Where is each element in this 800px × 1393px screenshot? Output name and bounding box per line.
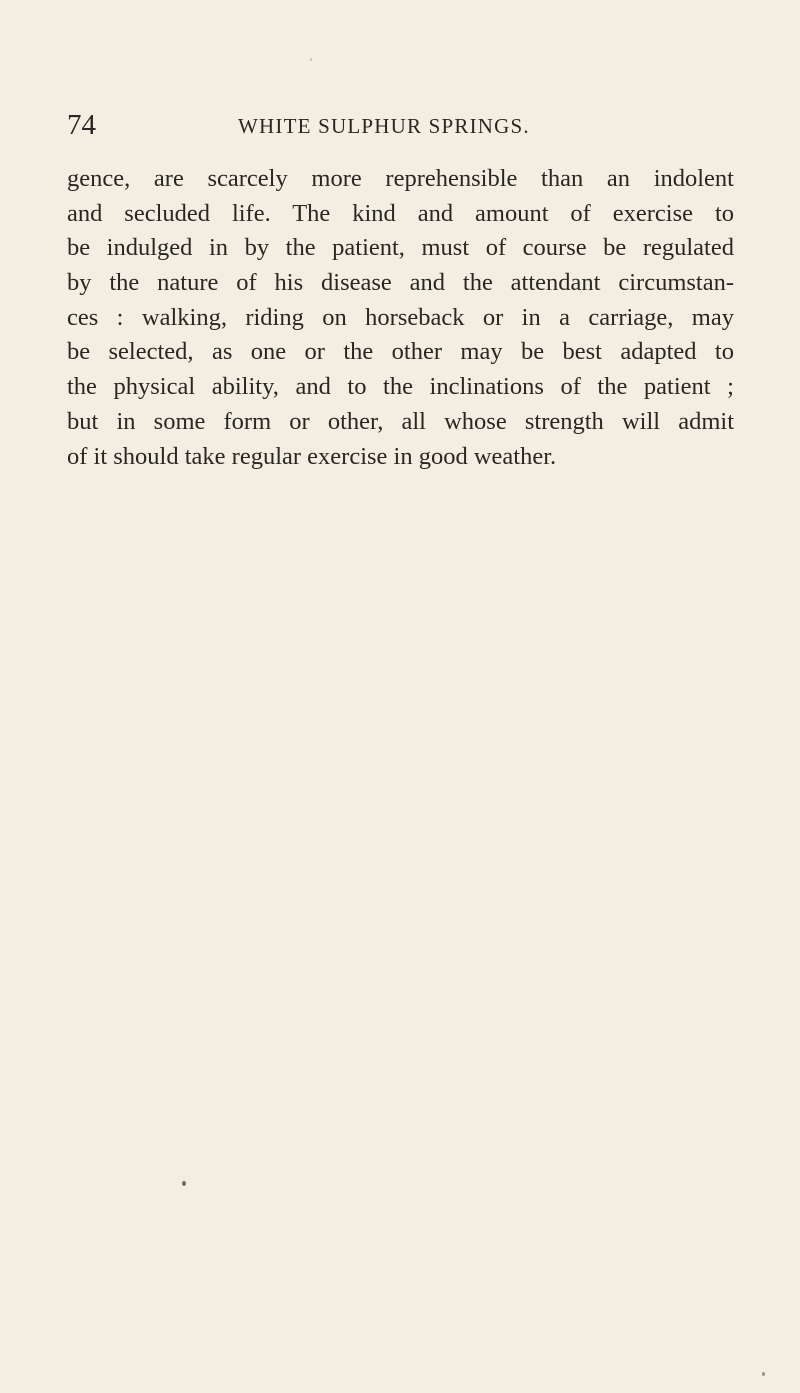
text-line: be selected, as one or the other may be best adapted to: [67, 338, 734, 366]
text-line: by the nature of his disease and the attendant circumstan-: [67, 269, 734, 297]
text-line: ces : walking, riding on horseback or in a carriage, may: [67, 303, 734, 331]
body-paragraph: [67, 162, 734, 474]
text-line: but in some form or other, all whose strength will admit: [67, 407, 734, 435]
running-head: [67, 108, 735, 142]
text-line: be indulged in by the patient, must of course be regulated: [67, 234, 734, 262]
paper-speck: [182, 1181, 186, 1186]
page-number: 74: [67, 109, 96, 141]
running-title: WHITE SULPHUR SPRINGS.: [238, 114, 530, 138]
text-line: gence, are scarcely more reprehensible than an indolent: [67, 165, 734, 192]
paper-speck: [762, 1372, 765, 1376]
paper-speck: [310, 58, 312, 61]
text-line: and secluded life. The kind and amount of exercise to: [67, 199, 734, 227]
text-line: the physical ability, and to the inclinations of the patient ;: [67, 373, 734, 401]
text-line: of it should take regular exercise in good weather.: [67, 442, 557, 470]
